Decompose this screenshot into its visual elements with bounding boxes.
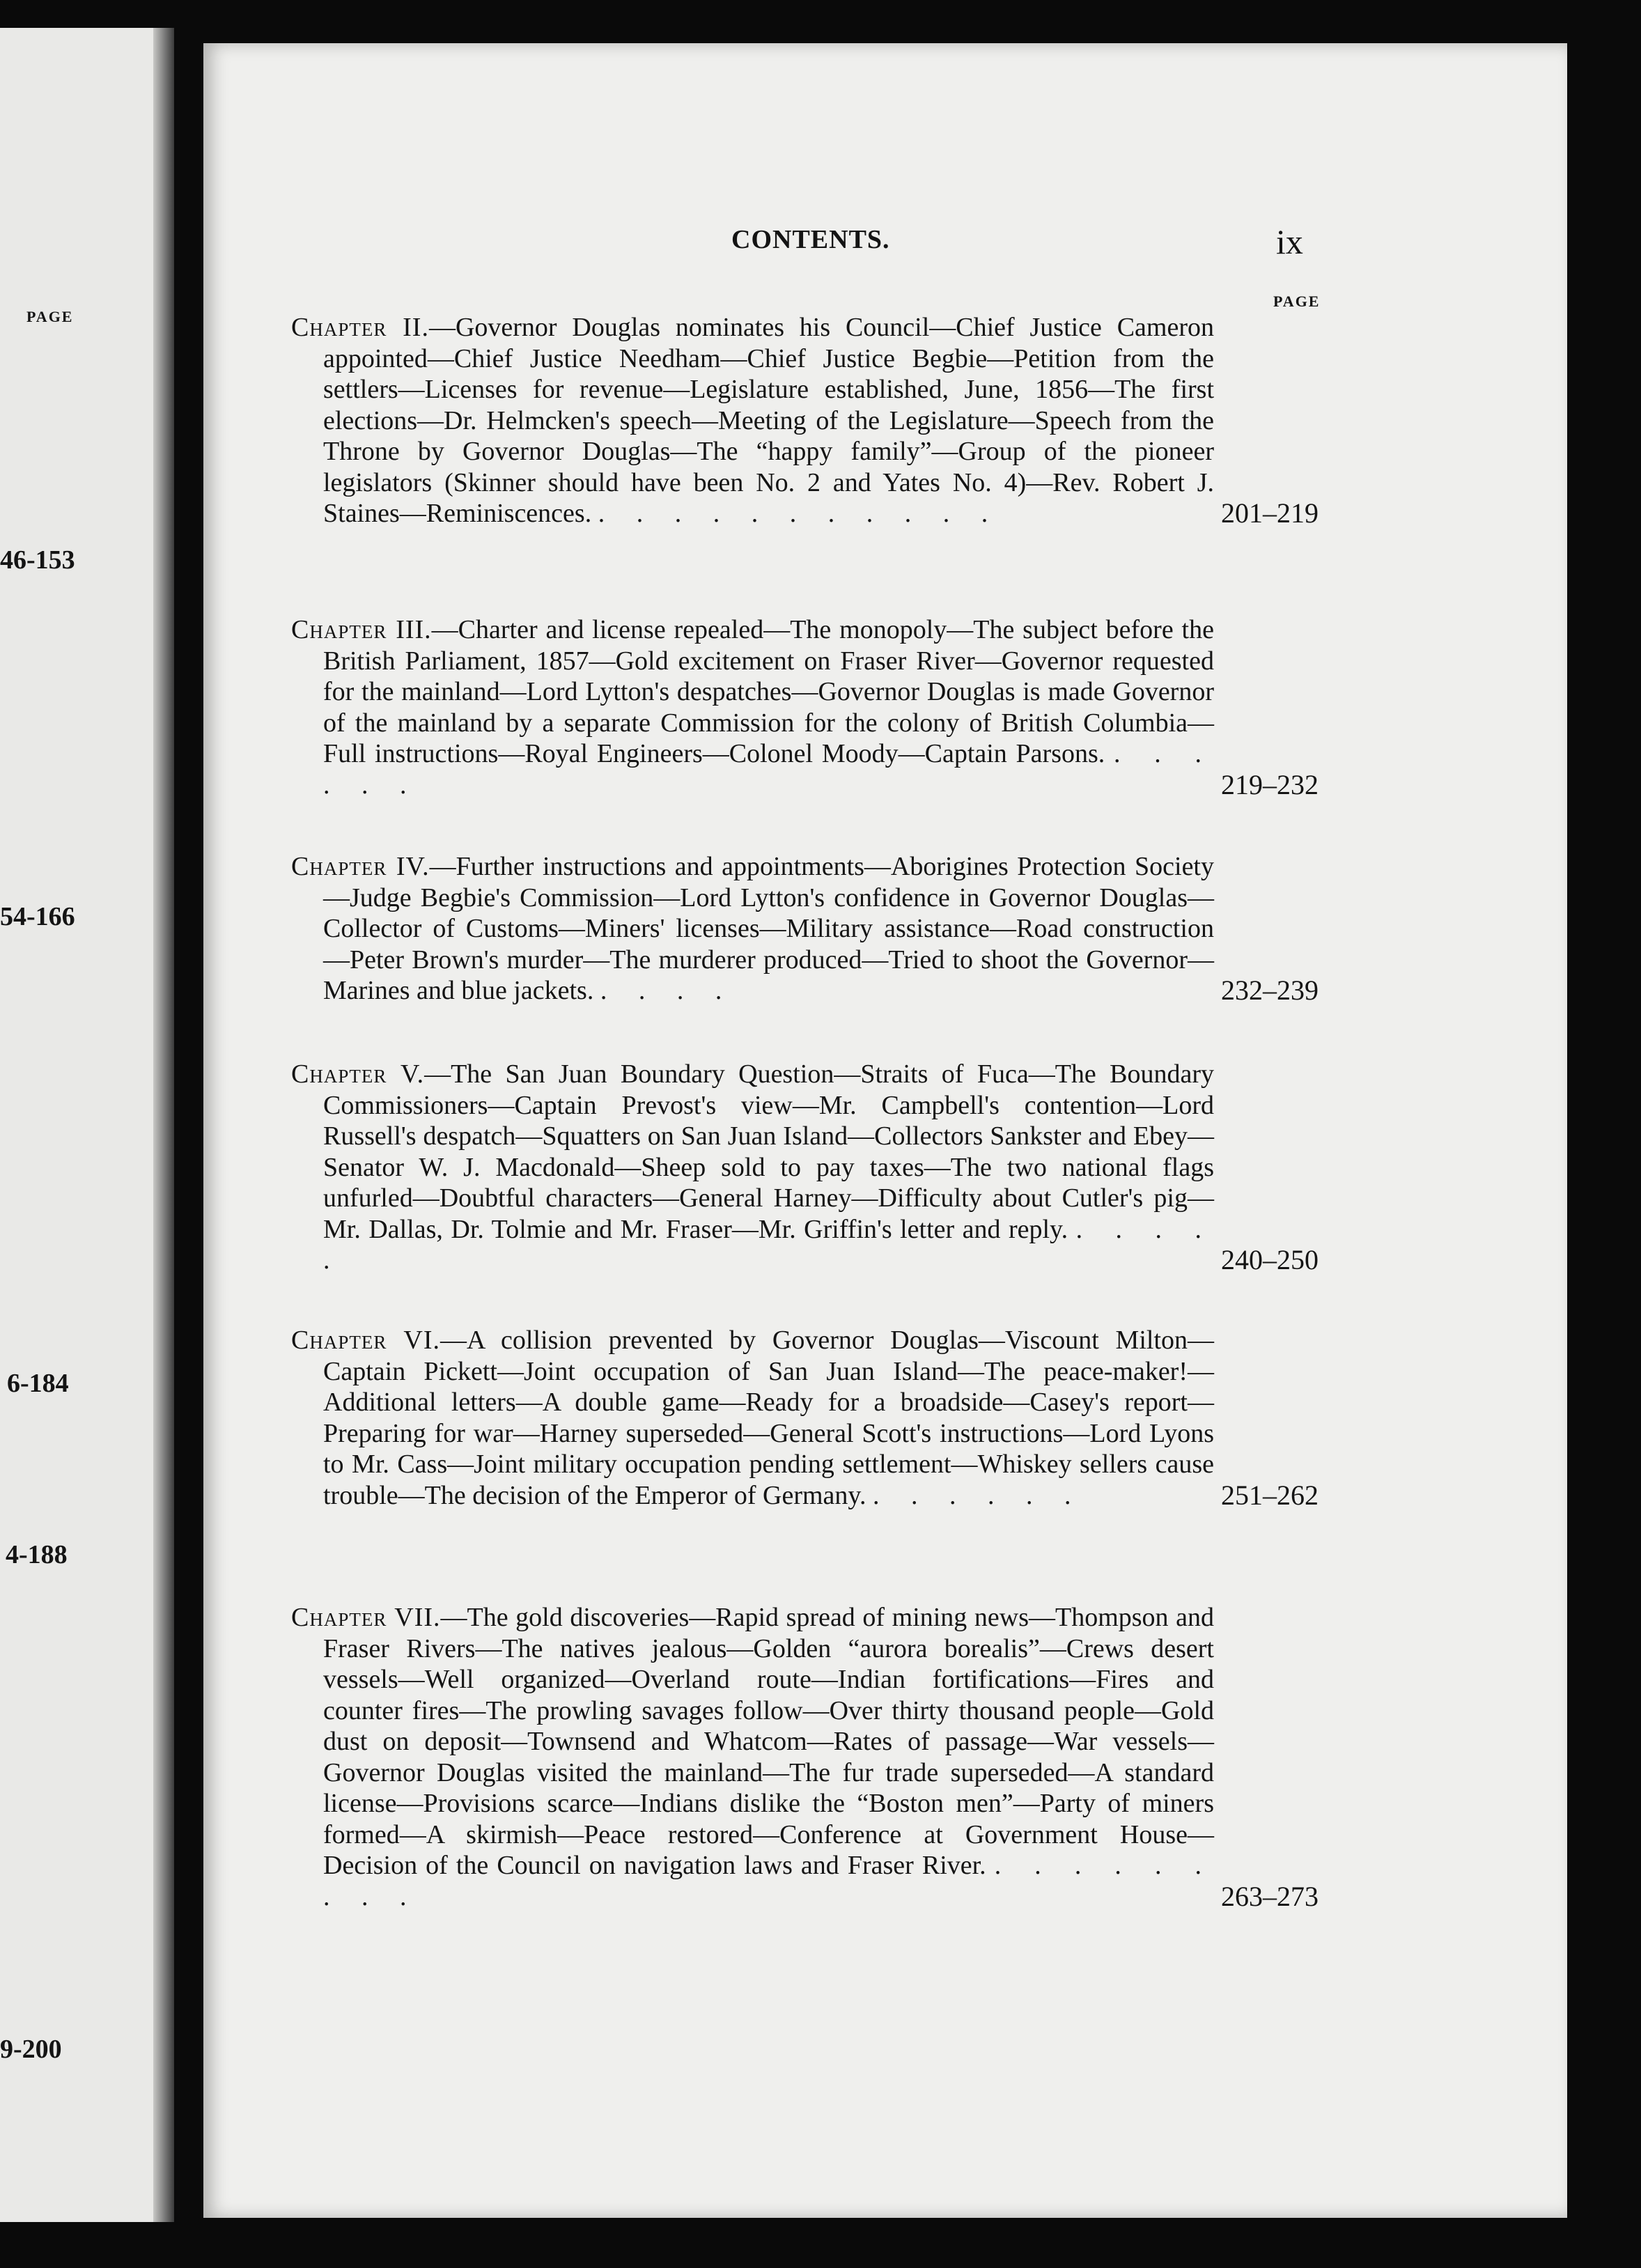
chapter-pages: 263–273: [1221, 1880, 1319, 1912]
chapter-label: Chapter IV.: [291, 852, 430, 881]
chapter-label: Chapter III.: [291, 615, 432, 644]
facing-page-header: PAGE: [26, 308, 74, 325]
chapter-summary: —Governor Douglas nominates his Council—Chief Justice Cameron appointed—Chief Justice Needham—Chief Justice Begbie—Petition from the settlers—Licenses for revenue—Legislature established, June, 1856—The first elections—Dr. Helmcken's speech—Meeting of the Legislature—Speech from the Throne by Governor Douglas—The “happy family”—Group of the pioneer legislators (Skinner should have been No. 2 and Yates No. 4)—Rev. Robert J. Staines—Reminiscences.: [323, 313, 1214, 528]
chapter-summary: —The gold discoveries—Rapid spread of mining news—Thompson and Fraser Rivers—The natives jealous—Golden “aurora borealis”—Crews desert vessels—Well organized—Overland route—Indian fortifications—Fires and counter fires—The prowling savages follow—Over thirty thousand people—Gold dust on deposit—Townsend and Whatcom—Rates of passage—War vessels—Governor Douglas visited the mainland—The fur trade superseded—A standard license—Provisions scarce—Indians dislike the “Boston men”—Party of miners formed—A skirmish—Peace restored—Conference at Government House—Decision of the Council on navigation laws and Fraser River.: [323, 1603, 1215, 1880]
dot-leaders: . . . . . . . . . . .: [598, 499, 1001, 528]
chapter-summary: —The San Juan Boundary Question—Straits of Fuca—The Boundary Commissioners—Captain Prevost's view—Mr. Campbell's contention—Lord Russell's despatch—Squatters on San Juan Island—Collectors Sankster and Ebey—Senator W. J. Macdonald—Sheep sold to pay taxes—The two national flags unfurled—Doubtful characters—General Harney—Difficulty about Cutler's pig—Mr. Dallas, Dr. Tolmie and Mr. Fraser—Mr. Griffin's letter and reply.: [323, 1059, 1214, 1244]
page-number: ix: [1276, 222, 1303, 261]
chapter-entry: [291, 312, 1319, 529]
facing-page-range: 6-184: [7, 1369, 69, 1398]
chapter-entry: [291, 1059, 1319, 1276]
facing-page-range: 54-166: [0, 902, 75, 931]
chapter-entry: [291, 1325, 1319, 1511]
chapter-pages: 232–239: [1221, 974, 1319, 1006]
chapter-label: Chapter VII.: [291, 1603, 441, 1632]
page-title: CONTENTS.: [731, 225, 890, 254]
dot-leaders: . . . . .: [323, 1214, 1214, 1275]
chapter-summary: —Charter and license repealed—The monopoly—The subject before the British Parliament, 1857—Gold excitement on Fraser River—Governor requested for the mainland—Lord Lytton's despatches—Governor Douglas is made Governor of the mainland by a separate Commission for the colony of British Columbia—Full instructions—Royal Engineers—Colonel Moody—Captain Parsons.: [323, 615, 1214, 768]
dot-leaders: . . . .: [600, 976, 735, 1005]
facing-page-range: 4-188: [6, 1540, 68, 1569]
chapter-pages: 240–250: [1221, 1244, 1319, 1275]
page-column-label: PAGE: [1273, 293, 1321, 310]
facing-page-range: 9-200: [0, 2035, 62, 2064]
chapter-label: Chapter VI.: [291, 1326, 440, 1355]
chapter-entry: [291, 851, 1319, 1007]
chapter-pages: 201–219: [1221, 497, 1319, 529]
chapter-label: Chapter II.: [291, 313, 429, 342]
chapter-summary: —Further instructions and appointments—Aborigines Protection Society—Judge Begbie's Commission—Lord Lytton's confidence in Governor Douglas—Collector of Customs—Miners' licenses—Military assistance—Road construction—Peter Brown's murder—The murderer produced—Tried to shoot the Governor—Marines and blue jackets.: [323, 852, 1214, 1005]
chapter-pages: 219–232: [1221, 768, 1319, 800]
dot-leaders: . . . . . . . . .: [323, 1851, 1215, 1911]
chapter-pages: 251–262: [1221, 1479, 1319, 1511]
chapter-label: Chapter V.: [291, 1059, 425, 1089]
facing-page: [0, 28, 174, 2222]
chapter-summary: —A collision prevented by Governor Douglas—Viscount Milton—Captain Pickett—Joint occupation of San Juan Island—The peace-maker!—Additional letters—A double game—Ready for a broadside—Casey's report—Preparing for war—Harney superseded—General Scott's instructions—Lord Lyons to Mr. Cass—Joint military occupation pending settlement—Whiskey sellers cause trouble—The decision of the Emperor of Germany.: [323, 1326, 1214, 1510]
facing-page-range: 46-153: [0, 545, 75, 575]
dot-leaders: . . . . . .: [872, 1480, 1084, 1510]
chapter-entry: [291, 1602, 1319, 1912]
page-fold-shadow: [153, 28, 174, 2222]
chapter-entry: [291, 614, 1319, 800]
dot-leaders: . . . . . .: [323, 739, 1215, 800]
